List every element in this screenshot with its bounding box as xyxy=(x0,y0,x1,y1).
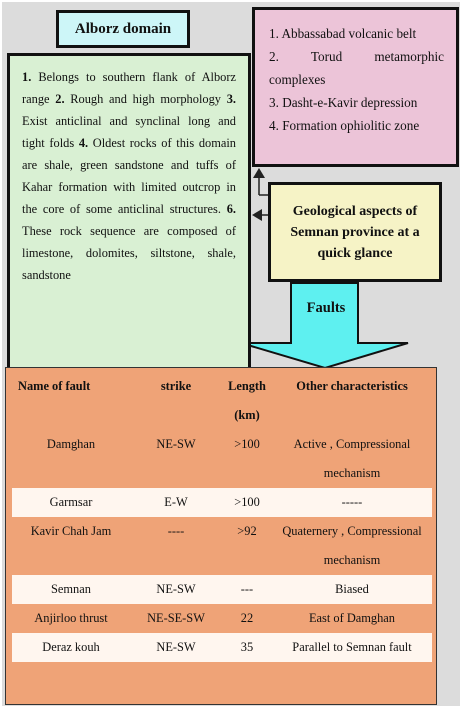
cell-characteristics: Biased xyxy=(272,575,432,604)
arrow-to-alborz xyxy=(252,209,262,221)
cell-length: >100 xyxy=(234,437,260,451)
geological-aspects-title: Geological aspects of Semnan province at a quick glance xyxy=(268,182,442,282)
faults-table xyxy=(12,372,432,662)
region-item: 3. Dasht-e-Kavir depression xyxy=(269,95,418,110)
cell-name: Anjirloo thrust xyxy=(34,611,108,625)
alborz-item-1-number: 1. xyxy=(22,70,32,84)
cell-length: >92 xyxy=(237,524,257,538)
cell-length: >100 xyxy=(222,488,272,517)
cell-strike: NE-SW xyxy=(130,575,222,604)
table-row xyxy=(12,575,432,604)
alborz-domain-title: Alborz domain xyxy=(56,10,190,48)
cell-length: 35 xyxy=(222,633,272,662)
cell-characteristics: Quaternery , Compressional mechanism xyxy=(282,524,422,567)
table-row xyxy=(12,488,432,517)
cell-name: Deraz kouh xyxy=(12,633,130,662)
cell-characteristics: Parallel to Semnan fault xyxy=(272,633,432,662)
cell-length: 22 xyxy=(240,611,254,625)
alborz-item-6-number: 6. xyxy=(226,202,236,216)
faults-table-container xyxy=(5,367,437,705)
geologic-regions-box xyxy=(252,7,459,167)
region-item: 1. Abbassabad volcanic belt xyxy=(269,26,417,41)
cell-length: --- xyxy=(222,575,272,604)
table-row xyxy=(12,633,432,662)
cell-characteristics: ----- xyxy=(272,488,432,517)
header-characteristics: Other characteristics xyxy=(296,379,408,393)
faults-label: Faults xyxy=(306,300,346,316)
table-header-row xyxy=(12,372,432,430)
alborz-item-3-text: Exist anticlinal and synclinal long and tight folds xyxy=(22,114,236,150)
cell-name: Semnan xyxy=(12,575,130,604)
table-row xyxy=(12,430,432,488)
region-item: 2. Torud metamorphic complexes xyxy=(269,49,444,87)
alborz-item-1-text: Belongs to southern flank of Alborz range xyxy=(22,70,236,106)
cell-name: Kavir Chah Jam xyxy=(30,524,112,538)
cell-strike: E-W xyxy=(130,488,222,517)
region-item: 4. Formation ophiolitic zone xyxy=(269,118,420,133)
cell-name: Damghan xyxy=(46,437,96,451)
alborz-item-6-text: These rock sequence are composed of limestone, dolomites, siltstone, shale, sandstone xyxy=(22,224,236,282)
cell-name: Garmsar xyxy=(12,488,130,517)
alborz-item-4-number: 4. xyxy=(78,136,89,150)
table-row xyxy=(12,517,432,575)
cell-characteristics: Active , Compressional mechanism xyxy=(293,437,411,480)
cell-strike: NE-SE-SW xyxy=(147,611,205,625)
header-name: Name of fault xyxy=(18,379,91,393)
faults-arrow xyxy=(241,283,408,368)
alborz-domain-description xyxy=(7,53,251,371)
cell-characteristics: East of Damghan xyxy=(308,611,396,625)
header-length: Length (km) xyxy=(228,379,266,422)
arrow-to-regions xyxy=(253,168,265,178)
alborz-item-2-number: 2. xyxy=(55,92,65,106)
alborz-item-3-number: 3. xyxy=(226,92,236,106)
cell-strike: ---- xyxy=(167,524,185,538)
alborz-item-2-text: Rough and high morphology xyxy=(64,92,227,106)
alborz-item-4-text: Oldest rocks of this domain are shale, green sandstone and tuffs of Kahar formation with limited outcrop in the core of some anticlinal structures. xyxy=(22,136,236,216)
header-strike: strike xyxy=(160,379,192,393)
cell-strike: NE-SW xyxy=(130,633,222,662)
cell-strike: NE-SW xyxy=(156,437,196,451)
table-row xyxy=(12,604,432,633)
